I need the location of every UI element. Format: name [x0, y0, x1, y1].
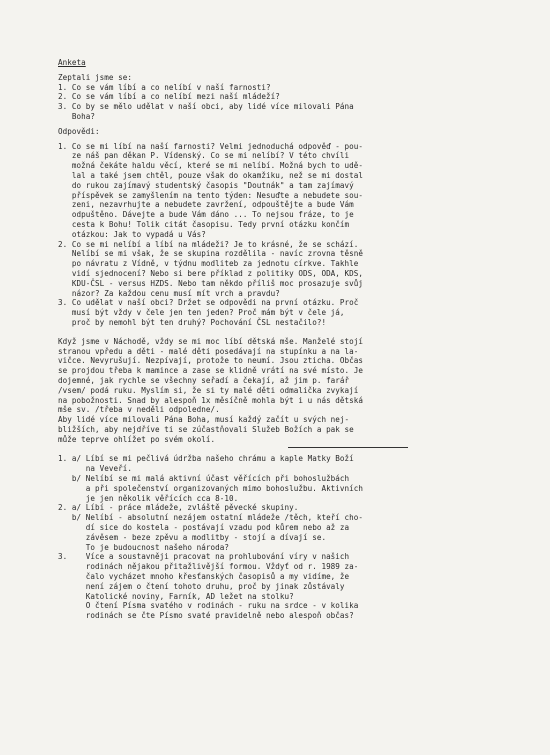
answer-line: otázkou: Jak to vypadá u Vás? [58, 229, 206, 239]
answer-line: názor? Za každou cenu musí mít vrch a pravdu? [58, 288, 280, 298]
answer-line: lal a také jsem chtěl, pouze však do okamžiku, než se mi dostal [58, 170, 364, 180]
answer-line: To je budoucnost našeho národa? [58, 542, 230, 552]
answer-line: proč by nemohl být ten druhý? Pochování ČSL nestačilo?! [58, 317, 327, 327]
answer-line: není zájem o čtení tohoto druhu, proč by jinak zůstávaly [58, 581, 345, 591]
answer-line: odpuštěno. Dávejte a bude Vám dáno ... To nejsou fráze, to je [58, 210, 354, 220]
answer-line: rodinách se čte Písmo svaté pravidelně nebo alespoň občas? [58, 611, 354, 621]
document-title: Anketa [58, 58, 86, 67]
intro-line: Zeptali jsme se: [58, 72, 132, 82]
answer-line: 1. a/ Líbí se mi pečlivá údržba našeho chrámu a kaple Matky Boží [58, 454, 354, 464]
question-line: Boha? [58, 111, 95, 121]
second-answers-list [58, 454, 526, 621]
answer-line: dí sice do kostela - postávají vzadu pod kůrem nebo až za [58, 523, 350, 533]
body-paragraph [58, 337, 526, 445]
paragraph-line: stranou vpředu a děti - malé děti posedávají na stupínku a na la- [58, 346, 359, 356]
question-line: 2. Co se vám líbí a co nelíbí mezi naší mládeží? [58, 92, 280, 102]
answer-line: KDU-ČSL - versus HZDS. Nebo tam někdo příliš moc prosazuje svůj [58, 278, 364, 288]
answer-line: Katolické noviny, Farník, AD ležet na stolku? [58, 591, 294, 601]
answer-line: ze náš pan děkan P. Vídenský. Co se mi nelíbí? V této chvíli [58, 151, 350, 161]
answer-line: čalo vycházet mnoho křesťanských časopisů a my vidíme, že [58, 572, 350, 582]
paragraph-line: mše sv. /třeba v neděli odpoledne/. [58, 405, 220, 415]
paragraph-line: Aby lidé více milovali Pána Boha, musí každý začít u svých nej- [58, 415, 350, 425]
answer-line: je jen několik věřících cca 8-10. [58, 493, 239, 503]
answer-line: rodinách nějakou přitažlivější formou. Vždyť od r. 1989 za- [58, 562, 359, 572]
answer-line: 3. Více a soustavněji pracovat na prohlubování víry v našich [58, 552, 350, 562]
answer-line: 2. a/ Líbí - práce mládeže, zvláště pěvecké skupiny. [58, 503, 299, 513]
paragraph-line: vičce. Nevyrušují. Nezpívají, protože to neumí. Jsou zticha. Občas [58, 356, 364, 366]
answers-list [58, 142, 526, 328]
answer-line: b/ Nelíbí - absolutní nezájem ostatní mládeže /těch, kteří cho- [58, 513, 364, 523]
answer-line: vidí sjednocení? Nebo si bere příklad z politiky ODS, ODA, KDS, [58, 268, 364, 278]
paragraph-line: se projdou třeba k mamince a zase se klidně vrátí na své místo. Je [58, 366, 364, 376]
answers-heading: Odpovědi: [58, 126, 100, 136]
answer-line: musí být vždy v čele jen ten jeden? Proč mám být v čele já, [58, 308, 345, 318]
answer-line: zeni, nezavrhujte a nebudete zavržení, odpouštějte a bude Vám [58, 200, 354, 210]
question-line: 1. Co se vám líbí a co nelíbí v naší farnosti? [58, 82, 271, 92]
paragraph-line: může teprve ohlížet po svém okolí. [58, 434, 216, 444]
answer-line: příspěvek se zamyšlením na tento týden: Nesuďte a nebudete sou- [58, 190, 364, 200]
answer-line: do rukou zajímavý studentský časopis "Doutnák" a tam zajímavý [58, 180, 354, 190]
paragraph-line: na pobožnosti. Snad by alespoň 1x měsíčně mohla být i u nás dětská [58, 395, 364, 405]
section-divider [288, 447, 408, 448]
answer-line: na Veveří. [58, 464, 132, 474]
answer-line: 3. Co udělat v naší obci? Držet se odpovědi na první otázku. Proč [58, 298, 359, 308]
answer-line: cesta k Bohu! Tolik citát časopisu. Tedy první otázku končím [58, 219, 350, 229]
answer-line: možná čekáte haldu věcí, které se mi nelíbí. Možná bych to udě- [58, 161, 364, 171]
answer-line: Nelíbí se mi však, že se skupina rozdělila - navíc zrovna těsně [58, 249, 364, 259]
paragraph-line: /vsem/ podá ruku. Myslím si, že si ty malé děti odmalička zvykají [58, 385, 359, 395]
paragraph-line: bližších, aby nejdříve ti se zúčastňovali Služeb Božích a pak se [58, 424, 354, 434]
answer-line: po návratu z Vídně, v týdnu modliteb za jednotu církve. Takhle [58, 259, 359, 269]
answer-line: 2. Co se mi nelíbí a líbí na mládeži? Je to krásné, že se schází. [58, 239, 359, 249]
answer-line: a při společenství organizovaných mimo bohoslužbu. Aktivních [58, 483, 364, 493]
answer-line: O čtení Písma svatého v rodinách - ruku na srdce - v kolika [58, 601, 359, 611]
answer-line: závěsem - beze zpěvu a modlitby - stojí a dívají se. [58, 532, 327, 542]
question-line: 3. Co by se mělo udělat v naší obci, aby lidé více milovali Pána [58, 102, 354, 112]
questions-list [58, 83, 526, 122]
paragraph-line: dojemné, jak rychle se všechny seřadí a čekají, až jim p. farář [58, 375, 350, 385]
answer-line: b/ Nelíbí se mi malá aktivní účast věřících při bohoslužbách [58, 474, 350, 484]
paragraph-line: Když jsme v Náchodě, vždy se mi moc líbí dětská mše. Manželé stojí [58, 336, 364, 346]
answer-line: 1. Co se mi líbí na naší farnosti? Velmi jednoduchá odpověď - pou- [58, 141, 364, 151]
